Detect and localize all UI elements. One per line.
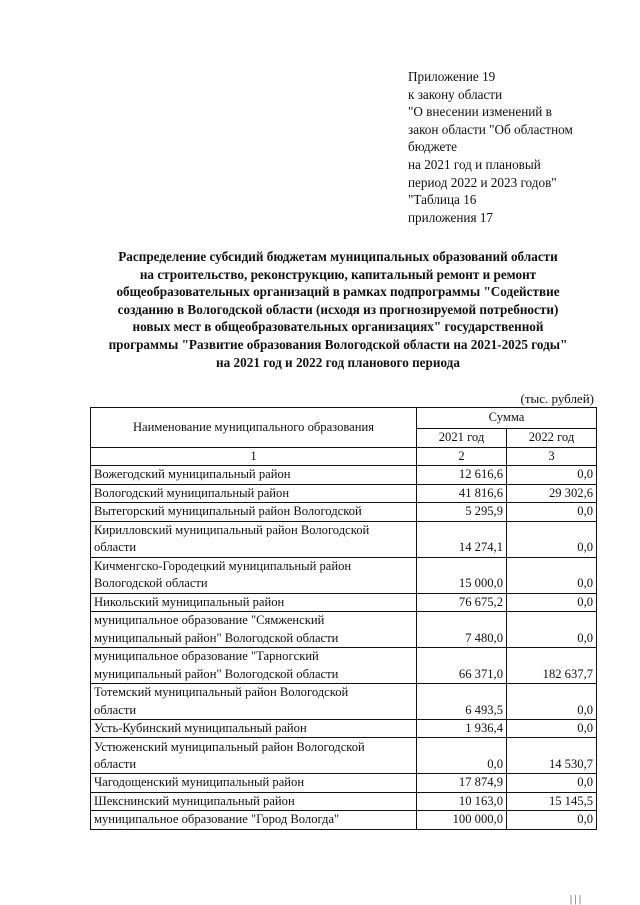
municipality-name-line: области [94,540,137,555]
table-row [91,738,597,774]
amount-2021-cell: 10 163,0 [417,792,507,810]
document-title [88,248,588,371]
municipality-name-line: Тотемский муниципальный район Вологодской [94,685,349,700]
table-row [91,612,597,648]
amount-2021-cell: 76 675,2 [417,593,507,611]
amount-2022-cell: 0,0 [507,811,597,829]
municipality-name-line: области [94,757,137,772]
table-row [91,811,597,829]
municipality-name-line: Никольский муниципальный район [94,594,285,609]
municipality-name-line: Шекснинский муниципальный район [94,793,295,808]
appendix-header [408,68,608,226]
amount-2022-cell: 0,0 [507,593,597,611]
municipality-name-line: области [94,702,137,717]
text-line: Распределение субсидий бюджетам муниципальных образований области [118,249,558,264]
column-number-1: 1 [91,448,417,466]
amount-2021-cell: 6 493,5 [417,684,507,720]
municipality-name-line: муниципальный район" Вологодской области [94,630,339,645]
text-line: "О внесении изменений в [408,104,552,120]
amount-2021-cell: 7 480,0 [417,612,507,648]
municipality-name-cell [91,612,417,648]
table-row [91,484,597,502]
page-mark: | | | [570,894,582,905]
text-line: на строительство, реконструкцию, капитальный ремонт и ремонт [139,266,537,282]
header-year-2022: 2022 год [507,429,597,448]
header-sum-column: Сумма [417,408,597,429]
municipality-name-cell [91,684,417,720]
municipality-name-line: Вожегодский муниципальный район [94,467,291,482]
subsidy-table [90,407,597,830]
column-number-2: 2 [417,448,507,466]
amount-2021-cell: 100 000,0 [417,811,507,829]
municipality-name-cell [91,484,417,502]
municipality-name-line: Устюженский муниципальный район Вологодской [94,739,365,754]
amount-2022-cell: 182 637,7 [507,648,597,684]
table-row [91,466,597,484]
amount-2021-cell: 41 816,6 [417,484,507,502]
amount-2022-cell: 0,0 [507,684,597,720]
table-row [91,557,597,593]
municipality-name-line: Вытегорский муниципальный район Вологодской [94,504,362,519]
municipality-name-line: Кирилловский муниципальный район Вологодской [94,522,370,537]
table-row [91,720,597,738]
column-number-3: 3 [507,448,597,466]
amount-2021-cell: 5 295,9 [417,503,507,521]
text-line: Приложение 19 [408,69,496,84]
amount-2022-cell: 0,0 [507,503,597,521]
text-line: на 2021 год и плановый [408,156,541,172]
municipality-name-line: муниципальное образование "Город Вологда" [94,812,340,827]
amount-2021-cell: 14 274,1 [417,521,507,557]
amount-2022-cell: 0,0 [507,466,597,484]
text-line: к закону области [408,86,503,102]
header-name-column: Наименование муниципального образования [91,408,417,448]
municipality-name-line: муниципальный район" Вологодской области [94,666,339,681]
amount-2021-cell: 15 000,0 [417,557,507,593]
text-line: период 2022 и 2023 годов" [408,174,557,190]
table-row [91,503,597,521]
municipality-name-cell [91,593,417,611]
municipality-name-cell [91,738,417,774]
amount-2022-cell: 14 530,7 [507,738,597,774]
text-line: закон области "Об областном [408,121,573,137]
table-row [91,792,597,810]
amount-2021-cell: 12 616,6 [417,466,507,484]
municipality-name-cell [91,648,417,684]
table-row [91,593,597,611]
amount-2021-cell: 17 874,9 [417,774,507,792]
text-line: на 2021 год и 2022 год планового периода [216,354,460,370]
municipality-name-line: Кичменгско-Городецкий муниципальный район [94,558,352,573]
amount-2021-cell: 66 371,0 [417,648,507,684]
amount-2021-cell: 0,0 [417,738,507,774]
table-body [91,466,597,829]
text-line: новых мест в общеобразовательных организациях" государственной [132,319,544,335]
text-line: созданию в Вологодской области (исходя из прогнозируемой потребности) [117,301,559,317]
municipality-name-line: Чагодощенский муниципальный район [94,775,305,790]
unit-note: (тыс. рублей) [520,391,594,406]
header-year-2021: 2021 год [417,429,507,448]
text-line: "Таблица 16 [408,192,477,208]
municipality-name-cell [91,792,417,810]
amount-2022-cell: 0,0 [507,720,597,738]
amount-2022-cell: 0,0 [507,557,597,593]
amount-2022-cell: 0,0 [507,612,597,648]
text-line: бюджете [408,139,458,155]
municipality-name-cell [91,811,417,829]
municipality-name-cell [91,557,417,593]
municipality-name-line: Вологодской области [94,576,208,591]
municipality-name-cell [91,774,417,792]
municipality-name-cell [91,720,417,738]
table-row [91,684,597,720]
text-line: приложения 17 [408,209,494,225]
table-row [91,648,597,684]
text-line: общеобразовательных организаций в рамках подпрограммы "Содействие [116,284,560,300]
municipality-name-line: муниципальное образование "Тарногский [94,649,319,664]
amount-2022-cell: 0,0 [507,521,597,557]
municipality-name-cell [91,503,417,521]
amount-2022-cell: 29 302,6 [507,484,597,502]
amount-2022-cell: 15 145,5 [507,792,597,810]
amount-2022-cell: 0,0 [507,774,597,792]
municipality-name-line: Усть-Кубинский муниципальный район [94,721,307,736]
municipality-name-line: Вологодский муниципальный район [94,485,290,500]
table-row [91,774,597,792]
municipality-name-cell [91,521,417,557]
table-row [91,521,597,557]
text-line: программы "Развитие образования Вологодской области на 2021-2025 годы" [108,336,568,352]
amount-2021-cell: 1 936,4 [417,720,507,738]
municipality-name-line: муниципальное образование "Сямженский [94,613,325,628]
municipality-name-cell [91,466,417,484]
